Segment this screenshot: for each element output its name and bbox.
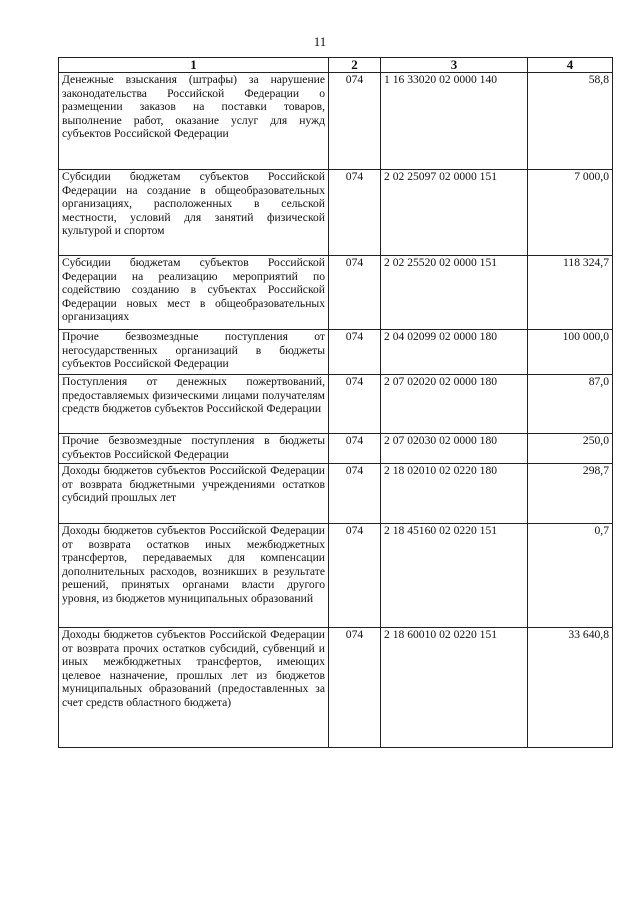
column-header: 4 [528, 58, 613, 73]
row-amount: 250,0 [528, 434, 613, 464]
row-budget-code: 1 16 33020 02 0000 140 [381, 73, 528, 170]
row-description: Доходы бюджетов субъектов Российской Федерации от возврата бюджетными учреждениями остатков субсидий прошлых лет [59, 464, 329, 524]
column-header: 3 [381, 58, 528, 73]
row-description: Субсидии бюджетам субъектов Российской Федерации на реализацию мероприятий по содействию созданию в субъектах Российской Федерации новых мест в общеобразовательных организациях [59, 256, 329, 330]
budget-table [58, 57, 613, 748]
row-admin-code: 074 [329, 73, 381, 170]
row-amount: 33 640,8 [528, 628, 613, 748]
row-description: Денежные взыскания (штрафы) за нарушение законодательства Российской Федерации о размещении заказов на поставки товаров, выполнение работ, оказание услуг для нужд субъектов Российской Федерации [59, 73, 329, 170]
row-description: Доходы бюджетов субъектов Российской Федерации от возврата остатков иных межбюджетных трансфертов, передаваемых для компенсации дополнительных расходов, возникших в результате решений, принятых органами власти другого уровня, из бюджетов муниципальных образований [59, 524, 329, 628]
table-row [59, 170, 613, 256]
table-row [59, 628, 613, 748]
table-row [59, 73, 613, 170]
row-admin-code: 074 [329, 464, 381, 524]
row-budget-code: 2 02 25097 02 0000 151 [381, 170, 528, 256]
row-description: Доходы бюджетов субъектов Российской Федерации от возврата прочих остатков субсидий, субвенций и иных межбюджетных трансфертов, имеющих целевое назначение, прошлых лет из бюджетов муниципальных образований (предоставленных за счет средств областного бюджета) [59, 628, 329, 748]
page-number: 11 [313, 34, 327, 49]
row-amount: 298,7 [528, 464, 613, 524]
table-header-row [59, 58, 613, 73]
row-amount: 87,0 [528, 375, 613, 434]
row-amount: 7 000,0 [528, 170, 613, 256]
table-row [59, 464, 613, 524]
row-admin-code: 074 [329, 330, 381, 375]
row-description: Прочие безвозмездные поступления в бюджеты субъектов Российской Федерации [59, 434, 329, 464]
column-header: 2 [329, 58, 381, 73]
row-budget-code: 2 18 60010 02 0220 151 [381, 628, 528, 748]
column-header: 1 [59, 58, 329, 73]
row-amount: 118 324,7 [528, 256, 613, 330]
table-row [59, 524, 613, 628]
row-budget-code: 2 07 02030 02 0000 180 [381, 434, 528, 464]
row-amount: 100 000,0 [528, 330, 613, 375]
row-budget-code: 2 18 02010 02 0220 180 [381, 464, 528, 524]
table-row [59, 375, 613, 434]
row-budget-code: 2 04 02099 02 0000 180 [381, 330, 528, 375]
row-admin-code: 074 [329, 434, 381, 464]
row-admin-code: 074 [329, 375, 381, 434]
row-amount: 58,8 [528, 73, 613, 170]
row-budget-code: 2 02 25520 02 0000 151 [381, 256, 528, 330]
row-admin-code: 074 [329, 628, 381, 748]
row-description: Субсидии бюджетам субъектов Российской Федерации на создание в общеобразовательных организациях, расположенных в сельской местности, условий для занятий физической культурой и спортом [59, 170, 329, 256]
row-budget-code: 2 18 45160 02 0220 151 [381, 524, 528, 628]
row-admin-code: 074 [329, 170, 381, 256]
table-row [59, 330, 613, 375]
row-description: Прочие безвозмездные поступления от негосударственных организаций в бюджеты субъектов Российской Федерации [59, 330, 329, 375]
row-amount: 0,7 [528, 524, 613, 628]
row-budget-code: 2 07 02020 02 0000 180 [381, 375, 528, 434]
row-admin-code: 074 [329, 256, 381, 330]
table-row [59, 256, 613, 330]
row-admin-code: 074 [329, 524, 381, 628]
row-description: Поступления от денежных пожертвований, предоставляемых физическими лицами получателям средств бюджетов субъектов Российской Федерации [59, 375, 329, 434]
table-row [59, 434, 613, 464]
